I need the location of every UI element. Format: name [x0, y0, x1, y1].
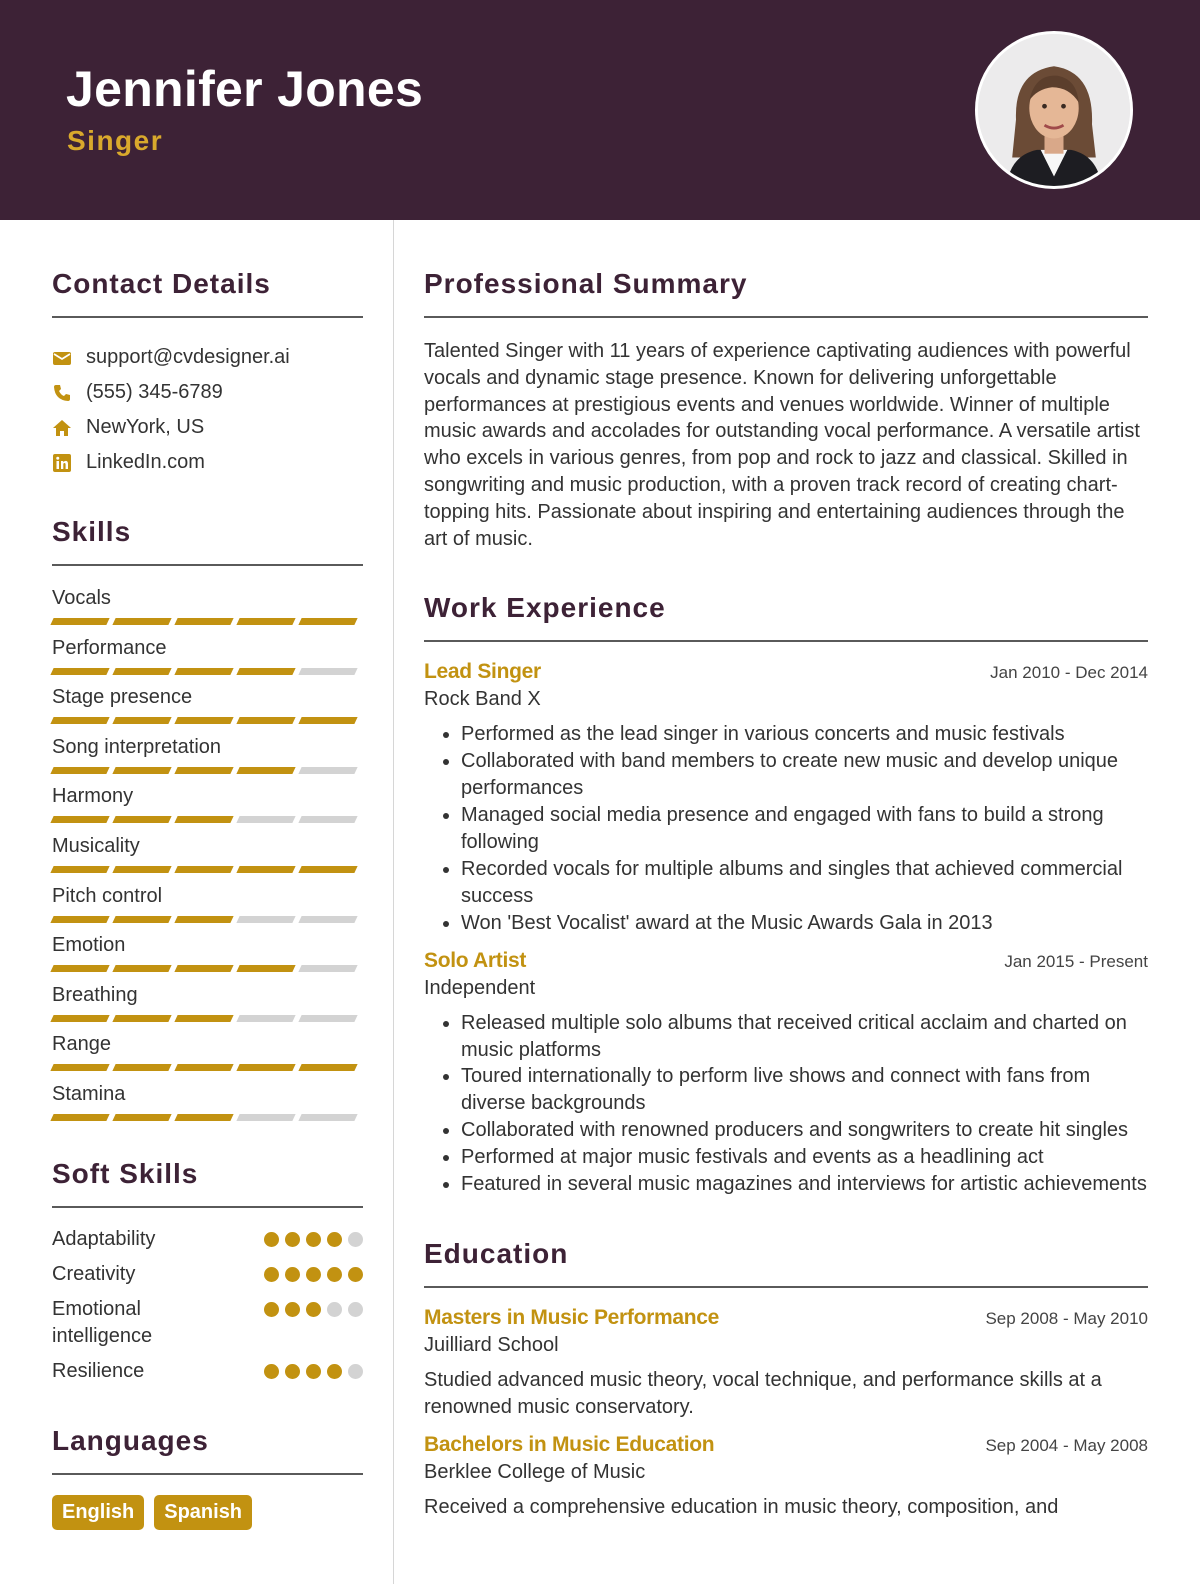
job-bullet: • Collaborated with renowned producers and songwriters to create hit singles: [461, 1117, 1148, 1144]
skill-bar-empty: [236, 916, 295, 923]
job-bullets: [424, 1010, 1148, 1198]
job-date: Jan 2015 - Present: [1004, 951, 1148, 971]
rating-dot-filled: [306, 1302, 321, 1317]
rating-dot-filled: [264, 1232, 279, 1247]
language-badge: English: [52, 1495, 144, 1530]
rating-dot-filled: [285, 1232, 300, 1247]
education-date: Sep 2008 - May 2010: [985, 1308, 1148, 1328]
degree-title: Masters in Music Performance: [424, 1305, 720, 1329]
contact-linkedin-text: LinkedIn.com: [86, 451, 205, 473]
skill-name: Vocals: [52, 587, 111, 609]
job-bullet: • Featured in several music magazines and interviews for artistic achievements: [461, 1171, 1148, 1198]
linkedin-icon: [52, 453, 72, 473]
section-rule: [52, 564, 363, 566]
skill-bar-filled: [298, 618, 357, 625]
rating-dot-filled: [306, 1267, 321, 1282]
soft-skill-rating: [264, 1267, 363, 1282]
skill-bar-filled: [112, 916, 171, 923]
skill-bar-filled: [174, 618, 233, 625]
soft-skill-rating: [264, 1302, 363, 1317]
rating-dot-filled: [264, 1364, 279, 1379]
soft-skill-name: Resilience: [52, 1359, 145, 1382]
rating-dot-filled: [306, 1232, 321, 1247]
school-name: Juilliard School: [424, 1333, 559, 1356]
skill-bar-filled: [174, 866, 233, 873]
skill-bar-filled: [50, 1114, 109, 1121]
skill-bar-filled: [50, 916, 109, 923]
skill-level-bars: [52, 816, 363, 823]
summary-text: Talented Singer with 11 years of experience captivating audiences with powerful vocals and dynamic stage presence. Known for delivering unforgettable performances at prestigious events and venues worldwide. Winner of multiple music awards and accolades for outstanding vocal performance. A versatile artist who excels in various genres, from pop and rock to jazz and classical. Skilled in songwriting and music production, with a proven track record of creating chart-topping hits. Passionate about inspiring and entertaining audiences through the art of music.: [424, 340, 1140, 550]
skill-bar-filled: [112, 1064, 171, 1071]
profile-photo: [975, 31, 1133, 189]
skill-bar-filled: [50, 866, 109, 873]
phone-icon: [52, 383, 72, 403]
skill-bar-filled: [298, 866, 357, 873]
rating-dot-empty: [348, 1302, 363, 1317]
contact-heading: Contact Details: [52, 268, 271, 299]
section-rule: [424, 316, 1148, 318]
skill-bar-filled: [112, 668, 171, 675]
job-company: Rock Band X: [424, 688, 541, 711]
skill-bar-empty: [298, 965, 357, 972]
skill-bar-filled: [236, 1064, 295, 1071]
section-rule: [52, 1206, 363, 1208]
job-bullet: • Managed social media presence and engaged with fans to build a strong following: [461, 802, 1148, 856]
skill-bar-filled: [174, 816, 233, 823]
soft-skill-rating: [264, 1232, 363, 1247]
skill-bar-empty: [298, 668, 357, 675]
education-entry: [424, 1433, 1148, 1521]
skill-level-bars: [52, 717, 363, 724]
skill-row: [52, 882, 363, 932]
soft-skill-name: Adaptability: [52, 1227, 156, 1250]
column-divider: [393, 220, 394, 1584]
job-entry: [424, 949, 1148, 1198]
skill-bar-empty: [298, 1114, 357, 1121]
skill-level-bars: [52, 767, 363, 774]
experience-heading: Work Experience: [424, 592, 666, 624]
skill-level-bars: [52, 965, 363, 972]
skill-bar-filled: [50, 1064, 109, 1071]
skill-row: [52, 782, 363, 832]
rating-dot-filled: [285, 1364, 300, 1379]
education-date: Sep 2004 - May 2008: [985, 1435, 1148, 1455]
job-bullets: [424, 721, 1148, 936]
rating-dot-filled: [306, 1364, 321, 1379]
left-column: [52, 268, 363, 1530]
skill-level-bars: [52, 668, 363, 675]
soft-skill-rating: [264, 1364, 363, 1379]
skill-bar-filled: [112, 1114, 171, 1121]
job-bullet: • Collaborated with band members to create new music and develop unique performances: [461, 748, 1148, 802]
skill-bar-empty: [236, 1114, 295, 1121]
soft-skill-row: [52, 1261, 363, 1288]
languages-heading: Languages: [52, 1424, 209, 1456]
section-rule: [52, 316, 363, 318]
job-title: Lead Singer: [424, 660, 541, 684]
skill-level-bars: [52, 1114, 363, 1121]
rating-dot-filled: [348, 1267, 363, 1282]
job-company: Independent: [424, 976, 536, 999]
skill-name: Performance: [52, 636, 167, 659]
soft-skills-heading: Soft Skills: [52, 1157, 199, 1189]
home-icon: [52, 418, 72, 438]
summary-heading: Professional Summary: [424, 268, 748, 299]
skill-name: Song interpretation: [52, 735, 222, 758]
contact-location-text: NewYork, US: [86, 416, 205, 438]
education-heading: Education: [424, 1237, 569, 1269]
job-title: Solo Artist: [424, 948, 527, 972]
skill-bar-filled: [112, 816, 171, 823]
contact-phone[interactable]: [52, 375, 363, 410]
skill-row: [52, 981, 363, 1031]
skill-bar-filled: [112, 717, 171, 724]
skill-bar-empty: [298, 767, 357, 774]
skill-bar-filled: [50, 816, 109, 823]
rating-dot-filled: [327, 1364, 342, 1379]
skill-level-bars: [52, 618, 363, 625]
skill-bar-filled: [112, 767, 171, 774]
skill-bar-filled: [236, 668, 295, 675]
skill-bar-empty: [298, 916, 357, 923]
skill-bar-filled: [236, 618, 295, 625]
right-column: [424, 268, 1148, 1520]
skill-bar-filled: [298, 717, 357, 724]
skill-bar-filled: [236, 717, 295, 724]
skill-bar-filled: [174, 717, 233, 724]
language-badge: Spanish: [154, 1495, 252, 1530]
skill-level-bars: [52, 866, 363, 873]
section-rule: [424, 640, 1148, 642]
resume-header: [0, 0, 1200, 220]
education-entry: [424, 1306, 1148, 1421]
skill-bar-empty: [298, 1015, 357, 1022]
candidate-name: Jennifer Jones: [66, 61, 424, 117]
skill-row: [52, 1030, 363, 1080]
skill-bar-filled: [112, 1015, 171, 1022]
skill-row: [52, 832, 363, 882]
job-bullet: • Recorded vocals for multiple albums and singles that achieved commercial success: [461, 856, 1148, 910]
school-name: Berklee College of Music: [424, 1460, 646, 1483]
skill-bar-filled: [112, 866, 171, 873]
skill-bar-filled: [236, 965, 295, 972]
skills-heading: Skills: [52, 516, 132, 547]
skill-bar-filled: [112, 965, 171, 972]
section-rule: [52, 1473, 363, 1475]
job-entry: [424, 660, 1148, 936]
skill-level-bars: [52, 916, 363, 923]
skill-bar-empty: [298, 816, 357, 823]
soft-skills-list: [52, 1226, 363, 1385]
skill-name: Musicality: [52, 834, 140, 857]
skill-name: Range: [52, 1033, 111, 1056]
skill-bar-filled: [236, 767, 295, 774]
skill-row: [52, 931, 363, 981]
soft-skill-row: [52, 1226, 363, 1253]
skill-bar-filled: [50, 668, 109, 675]
soft-skill-row: [52, 1358, 363, 1385]
skill-bar-filled: [174, 1114, 233, 1121]
skill-row: [52, 584, 363, 634]
contact-linkedin[interactable]: [52, 445, 363, 480]
job-bullet: • Toured internationally to perform live shows and connect with fans from diverse backgrounds: [461, 1063, 1148, 1117]
contact-location: [52, 410, 363, 445]
skill-name: Stage presence: [52, 686, 193, 709]
skill-row: [52, 634, 363, 684]
skill-bar-filled: [174, 1064, 233, 1071]
skill-bar-filled: [174, 965, 233, 972]
education-description: Received a comprehensive education in music theory, composition, and: [424, 1495, 1059, 1518]
education-description: Studied advanced music theory, vocal technique, and performance skills at a renowned music conservatory.: [424, 1368, 1102, 1418]
skill-bar-empty: [236, 816, 295, 823]
rating-dot-filled: [264, 1267, 279, 1282]
rating-dot-empty: [348, 1232, 363, 1247]
skills-list: [52, 584, 363, 1130]
skill-name: Harmony: [52, 785, 134, 808]
skill-bar-filled: [112, 618, 171, 625]
skill-bar-filled: [174, 767, 233, 774]
skill-bar-filled: [174, 1015, 233, 1022]
envelope-icon: [52, 348, 72, 368]
skill-level-bars: [52, 1064, 363, 1071]
skill-bar-filled: [50, 767, 109, 774]
skill-name: Pitch control: [52, 884, 163, 907]
skill-bar-empty: [236, 1015, 295, 1022]
contact-phone-text: (555) 345-6789: [86, 381, 223, 403]
skill-row: [52, 683, 363, 733]
job-date: Jan 2010 - Dec 2014: [990, 663, 1148, 683]
soft-skill-row: [52, 1296, 363, 1350]
skill-bar-filled: [298, 1064, 357, 1071]
skill-name: Emotion: [52, 934, 126, 957]
contact-list: [52, 340, 363, 480]
rating-dot-filled: [285, 1302, 300, 1317]
skill-bar-filled: [174, 916, 233, 923]
skill-bar-filled: [50, 1015, 109, 1022]
degree-title: Bachelors in Music Education: [424, 1432, 715, 1456]
skill-row: [52, 1080, 363, 1130]
languages-list: [52, 1495, 363, 1530]
contact-email-text: support@cvdesigner.ai: [86, 346, 290, 368]
skill-name: Breathing: [52, 983, 138, 1006]
skill-bar-filled: [50, 618, 109, 625]
contact-email[interactable]: [52, 340, 363, 375]
soft-skill-name: Emotional intelligence: [52, 1297, 153, 1347]
skill-name: Stamina: [52, 1082, 126, 1105]
skill-bar-filled: [50, 717, 109, 724]
rating-dot-empty: [348, 1364, 363, 1379]
job-bullet: • Released multiple solo albums that received critical acclaim and charted on music platforms: [461, 1010, 1148, 1064]
soft-skill-name: Creativity: [52, 1262, 136, 1285]
rating-dot-filled: [264, 1302, 279, 1317]
job-bullet: • Performed at major music festivals and events as a headlining act: [461, 1144, 1148, 1171]
skill-bar-filled: [174, 668, 233, 675]
candidate-title: Singer: [67, 125, 164, 156]
skill-row: [52, 733, 363, 783]
rating-dot-filled: [327, 1232, 342, 1247]
rating-dot-filled: [285, 1267, 300, 1282]
section-rule: [424, 1286, 1148, 1288]
job-bullet: • Performed as the lead singer in various concerts and music festivals: [461, 721, 1148, 748]
job-bullet: • Won 'Best Vocalist' award at the Music Awards Gala in 2013: [461, 910, 1148, 937]
rating-dot-filled: [327, 1267, 342, 1282]
skill-bar-filled: [50, 965, 109, 972]
skill-level-bars: [52, 1015, 363, 1022]
skill-bar-filled: [236, 866, 295, 873]
rating-dot-empty: [327, 1302, 342, 1317]
